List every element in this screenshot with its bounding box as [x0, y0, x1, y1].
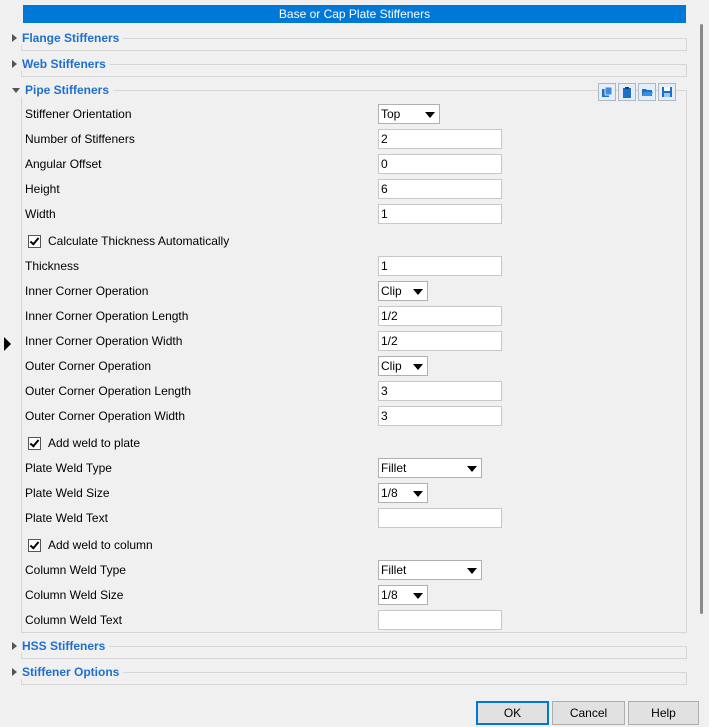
hss-stiffeners-group — [21, 646, 687, 659]
expand-arrow-icon — [12, 34, 17, 42]
outer-corner-wid-input[interactable] — [378, 406, 502, 426]
expand-arrow-icon — [12, 668, 17, 676]
plate-weld-size-label: Plate Weld Size — [25, 486, 110, 500]
plate-weld-type-value: Fillet — [381, 461, 407, 475]
height-row — [25, 179, 505, 201]
dropdown-arrow-icon — [467, 568, 477, 574]
column-weld-size-select[interactable] — [378, 585, 428, 605]
angular-offset-row — [25, 154, 505, 176]
plate-weld-size-row — [25, 483, 505, 505]
stiffener-options-label: Stiffener Options — [22, 665, 120, 679]
outer-corner-op-label: Outer Corner Operation — [25, 359, 152, 373]
web-stiffeners-group — [21, 64, 687, 77]
dropdown-arrow-icon — [467, 466, 477, 472]
paste-icon[interactable] — [618, 83, 636, 101]
stiffener-orientation-value: Top — [381, 107, 401, 121]
vertical-scrollbar[interactable] — [696, 20, 709, 696]
expand-arrow-icon — [12, 60, 17, 68]
plate-weld-size-value: 1/8 — [381, 486, 398, 500]
inner-corner-wid-row — [25, 331, 505, 353]
flange-stiffeners-header[interactable] — [12, 31, 123, 45]
dropdown-arrow-icon — [413, 364, 423, 370]
plate-weld-text-row — [25, 508, 505, 530]
column-weld-text-label: Column Weld Text — [25, 613, 122, 627]
plate-weld-text-label: Plate Weld Text — [25, 511, 108, 525]
stiffener-orientation-label: Stiffener Orientation — [25, 107, 132, 121]
add-weld-column-checkbox[interactable] — [28, 537, 153, 553]
dropdown-arrow-icon — [413, 289, 423, 295]
height-label: Height — [25, 182, 60, 196]
inner-corner-op-row — [25, 281, 505, 303]
angular-offset-input[interactable] — [378, 154, 502, 174]
width-label: Width — [25, 207, 56, 221]
ok-button[interactable]: OK — [476, 701, 549, 725]
row-pointer-icon — [4, 337, 11, 351]
calc-thickness-label: Calculate Thickness Automatically — [48, 234, 230, 248]
width-row — [25, 204, 505, 226]
outer-corner-len-label: Outer Corner Operation Length — [25, 384, 192, 398]
outer-corner-op-value: Clip — [381, 359, 402, 373]
add-weld-plate-label: Add weld to plate — [48, 436, 141, 450]
pipe-stiffeners-label: Pipe Stiffeners — [25, 83, 110, 97]
inner-corner-len-input[interactable] — [378, 306, 502, 326]
inner-corner-len-label: Inner Corner Operation Length — [25, 309, 189, 323]
plate-weld-size-select[interactable] — [378, 483, 428, 503]
settings-toolbar — [598, 83, 676, 101]
help-button[interactable]: Help — [628, 701, 699, 725]
cancel-button[interactable]: Cancel — [552, 701, 625, 725]
column-weld-size-label: Column Weld Size — [25, 588, 124, 602]
stiffener-orientation-row — [25, 104, 505, 126]
copy-icon[interactable] — [598, 83, 616, 101]
column-weld-text-input[interactable] — [378, 610, 502, 630]
angular-offset-label: Angular Offset — [25, 157, 102, 171]
checkbox-checked-icon[interactable] — [28, 539, 41, 552]
outer-corner-wid-label: Outer Corner Operation Width — [25, 409, 186, 423]
column-weld-size-value: 1/8 — [381, 588, 398, 602]
web-stiffeners-label: Web Stiffeners — [22, 57, 106, 71]
inner-corner-op-select[interactable] — [378, 281, 428, 301]
number-of-stiffeners-label: Number of Stiffeners — [25, 132, 135, 146]
save-icon[interactable] — [658, 83, 676, 101]
thickness-input[interactable] — [378, 256, 502, 276]
stiffener-options-header[interactable] — [12, 665, 123, 679]
add-weld-plate-checkbox[interactable] — [28, 435, 140, 451]
column-weld-type-select[interactable] — [378, 560, 482, 580]
web-stiffeners-header[interactable] — [12, 57, 110, 71]
inner-corner-op-label: Inner Corner Operation — [25, 284, 149, 298]
stiffener-orientation-select[interactable] — [378, 104, 440, 124]
column-weld-type-value: Fillet — [381, 563, 407, 577]
plate-weld-type-select[interactable] — [378, 458, 482, 478]
outer-corner-len-row — [25, 381, 505, 403]
add-weld-column-label: Add weld to column — [48, 538, 153, 552]
width-input[interactable] — [378, 204, 502, 224]
number-of-stiffeners-row — [25, 129, 505, 151]
outer-corner-wid-row — [25, 406, 505, 428]
scrollbar-thumb[interactable] — [700, 24, 703, 614]
outer-corner-op-select[interactable] — [378, 356, 428, 376]
thickness-label: Thickness — [25, 259, 80, 273]
column-weld-type-label: Column Weld Type — [25, 563, 126, 577]
checkbox-checked-icon[interactable] — [28, 437, 41, 450]
column-weld-type-row — [25, 560, 505, 582]
height-input[interactable] — [378, 179, 502, 199]
column-weld-size-row — [25, 585, 505, 607]
plate-weld-type-row — [25, 458, 505, 480]
number-of-stiffeners-input[interactable] — [378, 129, 502, 149]
pipe-stiffeners-header[interactable] — [12, 83, 113, 97]
collapse-arrow-icon — [12, 88, 20, 93]
dropdown-arrow-icon — [425, 112, 435, 118]
hss-stiffeners-header[interactable] — [12, 639, 109, 653]
plate-weld-type-label: Plate Weld Type — [25, 461, 112, 475]
calc-thickness-checkbox[interactable] — [28, 233, 229, 249]
dropdown-arrow-icon — [413, 593, 423, 599]
plate-weld-text-input[interactable] — [378, 508, 502, 528]
outer-corner-len-input[interactable] — [378, 381, 502, 401]
open-folder-icon[interactable] — [638, 83, 656, 101]
flange-stiffeners-label: Flange Stiffeners — [22, 31, 120, 45]
dropdown-arrow-icon — [413, 491, 423, 497]
outer-corner-op-row — [25, 356, 505, 378]
column-weld-text-row — [25, 610, 505, 632]
inner-corner-op-value: Clip — [381, 284, 402, 298]
checkbox-checked-icon[interactable] — [28, 235, 41, 248]
hss-stiffeners-label: HSS Stiffeners — [22, 639, 106, 653]
window-title: Base or Cap Plate Stiffeners — [23, 5, 686, 23]
inner-corner-wid-input[interactable] — [378, 331, 502, 351]
thickness-row — [25, 256, 505, 278]
inner-corner-len-row — [25, 306, 505, 328]
inner-corner-wid-label: Inner Corner Operation Width — [25, 334, 183, 348]
expand-arrow-icon — [12, 642, 17, 650]
